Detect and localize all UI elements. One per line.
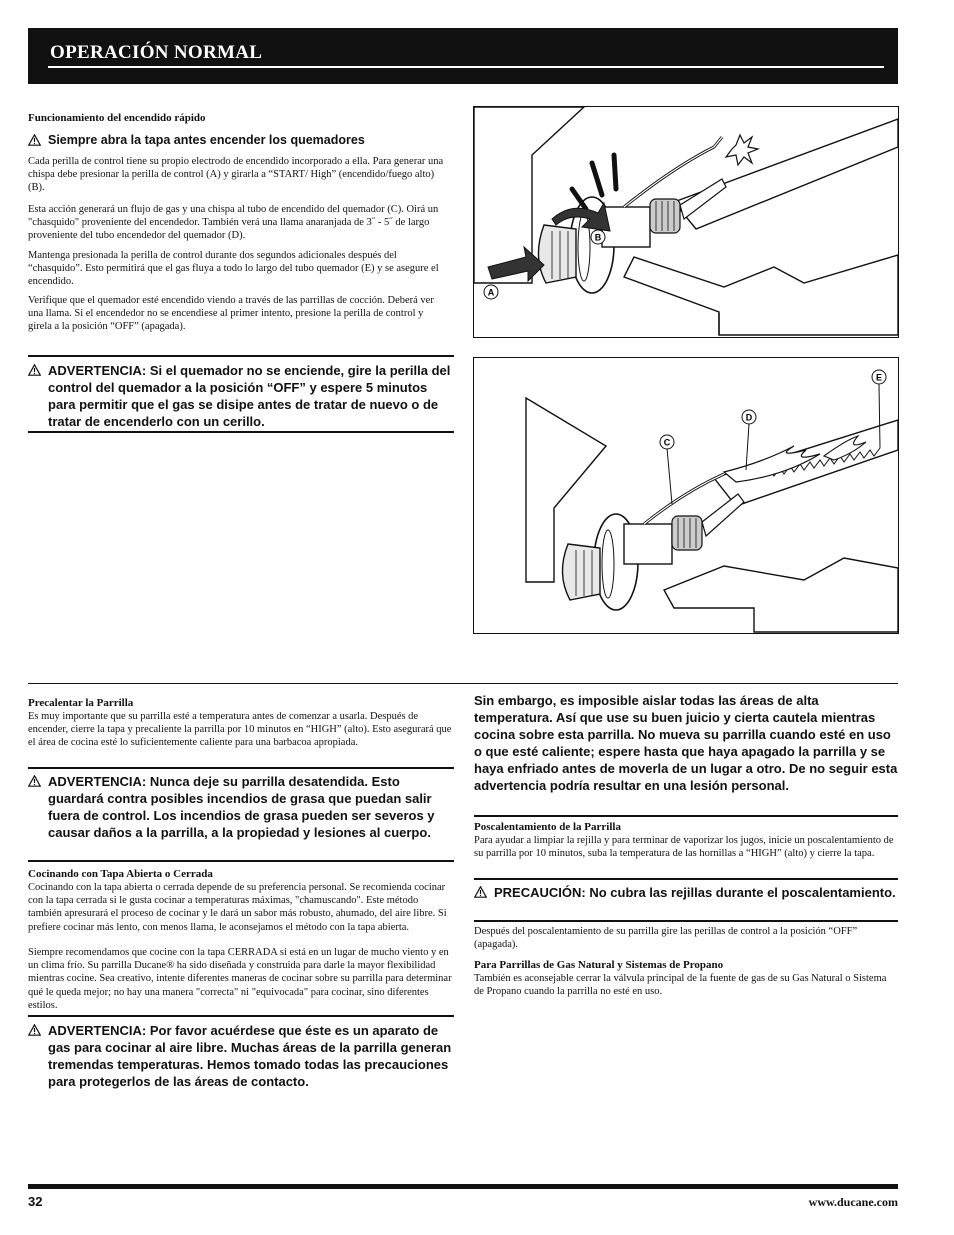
- ignition-warning: [28, 362, 454, 430]
- burner-flame-illustration: [474, 358, 898, 633]
- warning-triangle-icon: [28, 364, 41, 376]
- postheat-caution: [474, 884, 898, 901]
- preheat-warning: [28, 773, 454, 841]
- ignition-caution-text: Siempre abra la tapa antes encender los quemadores: [48, 133, 365, 147]
- preheat-warning-top-rule: [28, 767, 454, 769]
- preheat-paragraph: Es muy importante que su parrilla esté a temperatura antes de comenzar a usarla. Después de encender, cierre la tapa y precaliente la parrilla por 10 minutos en “HIGH” (alto). Esto asegurará que el área de cocina esté lo suficientemente caliente para una barbacoa apropiada.: [28, 711, 452, 749]
- warning-top-rule: [28, 355, 454, 357]
- website-link[interactable]: www.ducane.com: [808, 1195, 898, 1209]
- warning-triangle-icon: [474, 886, 487, 898]
- lid-warning: [28, 1022, 454, 1090]
- callout-label-b: B: [594, 232, 602, 243]
- page-number: 32: [28, 1194, 43, 1209]
- ignition-paragraph-1: Cada perilla de control tiene su propio electrodo de encendido incorporado a ella. Para generar una chispa debe presionar la perilla de control (A) y girarla a “START/ High” (encendido/fuego alto) (B).: [28, 156, 444, 194]
- lid-heading: Cocinando con Tapa Abierta o Cerrada: [28, 868, 213, 880]
- callout-label-c: C: [663, 437, 671, 448]
- lid-paragraph-2: Siempre recomendamos que cocine con la tapa CERRADA si está en un lugar de mucho viento y en un clima frío. Su parrilla Ducane® ha sido diseñada y construida para darle la mayor flexibilidad mientras cocine. Sea creativo, intente diferentes maneras de cocinar sobre su parrilla para determinar qué le queda mejor; no hay una manera "correcta" ni "equivocada" para cocinar, sino diferentes estilos.: [28, 947, 452, 1011]
- warning-triangle-icon: [28, 1024, 41, 1036]
- knob-press-illustration: [474, 107, 898, 337]
- postheat-heading: Poscalentamiento de la Parrilla: [474, 821, 621, 833]
- warning-continued: [474, 692, 900, 794]
- figure-burner-ignition: [473, 357, 899, 634]
- lid-paragraph-1: Cocinando con la tapa abierta o cerrada depende de su preferencia personal. Se recomienda cocinar con la tapa cerrada si le gusta cocinar a temperaturas máximas, "chamuscando". Este método también apresurará el proceso de cocinar y le dará un sabor más robusto, ahumado, del aire libre. Si prefiere cocinar más lento, con menos llama, le aconsejamos el método con la tapa abierta.: [28, 882, 447, 933]
- page-title: OPERACIÓN NORMAL: [50, 42, 263, 63]
- ignition-paragraph-2: Esta acción generará un flujo de gas y una chispa al tubo de encendido del quemador (C). Oirá un "chasquido" proveniente del encendedor. También verá una llama anaranjada de 3˝ - 5˝ de largo proveniente del tubo encendedor del quemador (D).: [28, 204, 439, 242]
- preheat-warning-bottom-rule: [28, 860, 454, 862]
- footer-bar: [28, 1184, 898, 1189]
- warning-continued-text: Sin embargo, es imposible aislar todas las áreas de alta temperatura. Así que use su buen juicio y cierta cautela mientras cocina sobre esta parrilla. No mueva su parrilla cuando esté en uso o que esté caliente; espere hasta que haya apagado la parrilla y se haya enfriado antes de moverla de un lugar a otro. De no seguir esta advertencia podría resultar en una lesión personal.: [474, 693, 898, 793]
- ignition-heading: Funcionamiento del encendido rápido: [28, 112, 206, 124]
- warning-triangle-icon: [28, 775, 41, 787]
- section-header-bar: [28, 28, 898, 84]
- postheat-caution-text: PRECAUCIÓN: No cubra las rejillas durante el poscalentamiento.: [494, 885, 896, 900]
- callout-label-e: E: [875, 372, 883, 383]
- gas-paragraph: También es aconsejable cerrar la válvula principal de la fuente de gas de su Gas Natural o Sistema de Propano cuando la parrilla no esté en uso.: [474, 973, 887, 998]
- continued-bottom-rule: [474, 815, 898, 817]
- warning-triangle-icon: [28, 134, 41, 146]
- lid-warning-text: ADVERTENCIA: Por favor acuérdese que éste es un aparato de gas para cocinar al aire libre. Muchas áreas de la parrilla generan tremendas temperaturas. Hemos tomado todas las precauciones para protegerlos de las áreas de contacto.: [48, 1023, 452, 1089]
- ignition-caution: [28, 132, 448, 149]
- callout-label-d: D: [745, 412, 753, 423]
- lid-warning-top-rule: [28, 1015, 454, 1017]
- figure-ignition-knob: [473, 106, 899, 338]
- caution-top-rule: [474, 878, 898, 880]
- ignition-paragraph-4: Verifique que el quemador esté encendido viendo a través de las parrillas de cocción. Deberá ver una llama. Si el encendedor no se encendiese al primer intento, presione la perilla de control y gírela a la posición “OFF” (apagada).: [28, 295, 434, 333]
- gas-heading: Para Parrillas de Gas Natural y Sistemas de Propano: [474, 959, 724, 971]
- preheat-warning-text: ADVERTENCIA: Nunca deje su parrilla desatendida. Esto guardará contra posibles incendios de grasa que puedan salir fuera de control. Los incendios de grasa pueden ser severos y causar daños a la parrilla, a la propiedad y lesiones al cuerpo.: [48, 774, 435, 840]
- header-rule: [48, 66, 884, 68]
- postheat-paragraph-1: Para ayudar a limpiar la rejilla y para terminar de vaporizar los jugos, inicie un poscalentamiento de su parrilla por 10 minutos, suba la temperatura de las hornillas a “HIGH” (alto) y cierre la tapa.: [474, 835, 894, 860]
- section-divider: [28, 683, 898, 684]
- warning-bottom-rule: [28, 431, 454, 433]
- callout-label-a: A: [487, 287, 495, 298]
- postheat-paragraph-2: Después del poscalentamiento de su parrilla gire las perillas de control a la posición “OFF” (apagada).: [474, 926, 858, 951]
- preheat-heading: Precalentar la Parrilla: [28, 697, 134, 709]
- ignition-warning-text: ADVERTENCIA: Si el quemador no se enciende, gire la perilla del control del quemador a la posición “OFF” y espere 5 minutos para permitir que el gas se disipe antes de tratar de nuevo o de tratar de encenderlo con un cerillo.: [48, 363, 451, 429]
- caution-bottom-rule: [474, 920, 898, 922]
- ignition-paragraph-3: Mantenga presionada la perilla de control durante dos segundos adicionales después del “chasquido”. Esto permitirá que el gas fluya a todo lo largo del tubo quemador (E) y se asegure el encendido.: [28, 250, 439, 288]
